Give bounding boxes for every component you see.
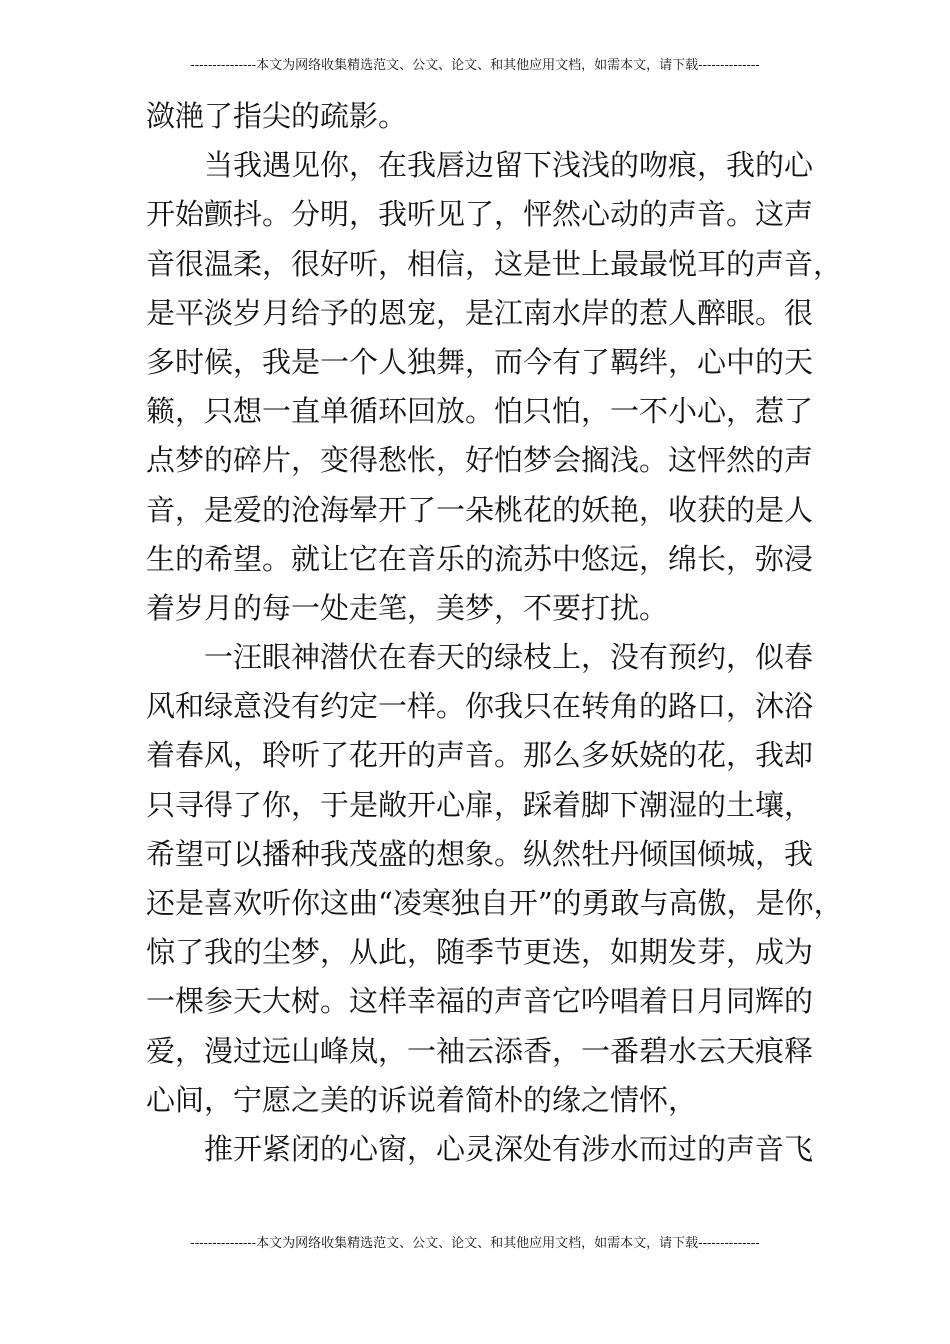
text-line: 音很温柔，很好听，相信，这是世上最最悦耳的声音，: [146, 246, 843, 281]
text-line: 开始颤抖。分明，我听见了，怦然心动的声音。这声: [146, 197, 814, 232]
text-line: 心间，宁愿之美的诉说着简朴的缘之情怀，: [146, 1082, 698, 1117]
text-line: 音，是爱的沧海晕开了一朵桃花的妖艳，收获的是人: [146, 492, 814, 527]
text-line: 只寻得了你，于是敞开心扉，踩着脚下潮湿的土壤，: [146, 787, 814, 822]
text-line: 生的希望。就让它在音乐的流苏中悠远，绵长，弥浸: [146, 541, 814, 576]
text-line: 一棵参天大树。这样幸福的声音它吟唱着日月同辉的: [146, 984, 814, 1019]
text-line: 着岁月的每一处走笔，美梦，不要打扰。: [146, 590, 669, 625]
text-line: 还是喜欢听你这曲“凌寒独自开”的勇敢与高傲，是你，: [146, 886, 843, 920]
text-line: 惊了我的尘梦，从此，随季节更迭，如期发芽，成为: [146, 935, 814, 970]
text-line: 籁，只想一直单循环回放。怕只怕，一不小心，惹了: [146, 394, 814, 429]
text-line: 点梦的碎片，变得愁怅，好怕梦会搁浅。这怦然的声: [146, 443, 814, 478]
text-line: 潋滟了指尖的疏影。: [146, 99, 408, 133]
paragraph-first-line: 一汪眼神潜伏在春天的绿枝上，没有预约，似春: [204, 640, 814, 675]
text-line: 着春风，聆听了花开的声音。那么多妖娆的花，我却: [146, 738, 814, 773]
text-line: 爱，漫过远山峰岚，一袖云添香，一番碧水云天痕释: [146, 1033, 814, 1068]
text-line: 风和绿意没有约定一样。你我只在转角的路口，沐浴: [146, 689, 814, 724]
paragraph-first-line: 当我遇见你，在我唇边留下浅浅的吻痕，我的心: [204, 148, 814, 183]
running-footer: ---------------本文为网络收集精选范文、公文、论文、和其他应用文档，如需本文，请下载--------------: [190, 1236, 760, 1251]
paragraph-first-line: 推开紧闭的心窗，心灵深处有涉水而过的声音飞: [204, 1131, 814, 1166]
body-text: [146, 92, 843, 1174]
running-header: ---------------本文为网络收集精选范文、公文、论文、和其他应用文档，如需本文，请下载--------------: [190, 58, 760, 73]
text-line: 希望可以播种我茂盛的想象。纵然牡丹倾国倾城，我: [146, 836, 814, 871]
text-line: 多时候，我是一个人独舞，而今有了羁绊，心中的天: [146, 344, 814, 379]
text-line: 是平淡岁月给予的恩宠，是江南水岸的惹人醉眼。很: [146, 295, 814, 330]
